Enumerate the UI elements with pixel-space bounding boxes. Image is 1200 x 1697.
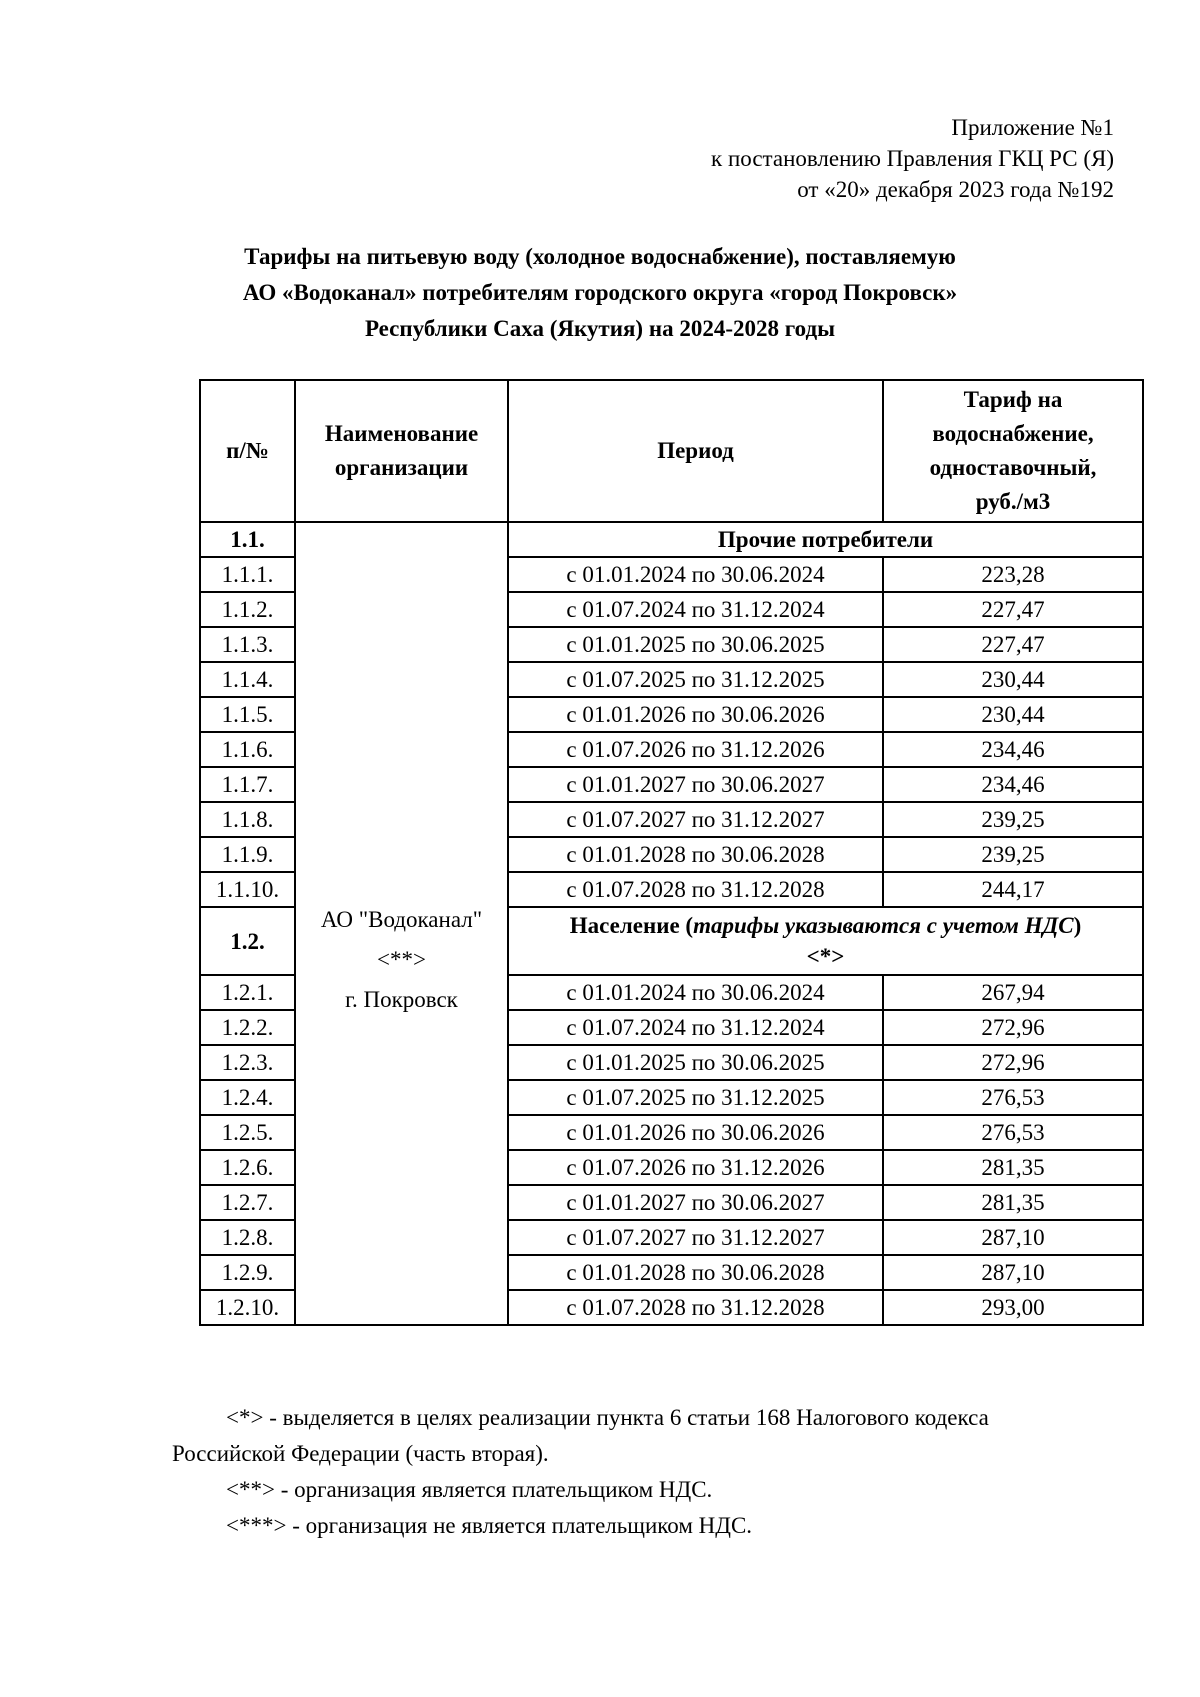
row-tariff: 272,96: [883, 1010, 1143, 1045]
row-num: 1.1.10.: [200, 872, 295, 907]
row-tariff: 293,00: [883, 1290, 1143, 1325]
footnote-1-text: <*> - выделяется в целях реализации пункта 6 статьи 168 Налогового кодекса: [226, 1405, 989, 1430]
row-num: 1.2.2.: [200, 1010, 295, 1045]
document-title: [200, 239, 1000, 347]
table-header-row: [200, 380, 1143, 522]
row-tariff: 287,10: [883, 1220, 1143, 1255]
organization-city: г. Покровск: [345, 986, 458, 1012]
row-num: 1.1.9.: [200, 837, 295, 872]
organization-mark: <**>: [377, 946, 426, 972]
row-period: с 01.07.2027 по 31.12.2027: [508, 1220, 883, 1255]
row-tariff: 281,35: [883, 1185, 1143, 1220]
section-title-suffix: ): [1073, 913, 1082, 938]
footnote-1: [172, 1400, 1132, 1472]
row-num: 1.1.8.: [200, 802, 295, 837]
appendix-number: Приложение №1: [951, 115, 1114, 140]
row-period: с 01.01.2024 по 30.06.2024: [508, 975, 883, 1010]
col-header-num: п/№: [200, 380, 295, 522]
row-period: с 01.07.2026 по 31.12.2026: [508, 732, 883, 767]
row-tariff: 230,44: [883, 697, 1143, 732]
row-num: 1.2.10.: [200, 1290, 295, 1325]
row-tariff: 276,53: [883, 1080, 1143, 1115]
row-num: 1.2.7.: [200, 1185, 295, 1220]
row-period: с 01.01.2025 по 30.06.2025: [508, 1045, 883, 1080]
row-tariff: 227,47: [883, 627, 1143, 662]
row-num: 1.2.5.: [200, 1115, 295, 1150]
section-num: 1.2.: [200, 907, 295, 975]
section-title-italic: тарифы указываются с учетом НДС: [693, 913, 1074, 938]
row-num: 1.1.4.: [200, 662, 295, 697]
row-period: с 01.07.2028 по 31.12.2028: [508, 1290, 883, 1325]
row-period: с 01.07.2024 по 31.12.2024: [508, 1010, 883, 1045]
row-period: с 01.01.2025 по 30.06.2025: [508, 627, 883, 662]
row-period: с 01.07.2025 по 31.12.2025: [508, 1080, 883, 1115]
row-tariff: 272,96: [883, 1045, 1143, 1080]
row-num: 1.2.3.: [200, 1045, 295, 1080]
tariff-table: [199, 379, 1144, 1326]
section-row: [200, 522, 1143, 557]
title-line-3: Республики Саха (Якутия) на 2024-2028 годы: [364, 316, 836, 341]
row-tariff: 223,28: [883, 557, 1143, 592]
section-title: [508, 907, 1143, 975]
row-tariff: 276,53: [883, 1115, 1143, 1150]
footnote-3: <***> - организация не является плательщиком НДС.: [226, 1513, 753, 1538]
row-period: с 01.01.2026 по 30.06.2026: [508, 1115, 883, 1150]
row-tariff: 234,46: [883, 767, 1143, 802]
table-body: [200, 522, 1143, 1325]
row-num: 1.1.3.: [200, 627, 295, 662]
row-tariff: 230,44: [883, 662, 1143, 697]
row-num: 1.2.1.: [200, 975, 295, 1010]
row-tariff: 267,94: [883, 975, 1143, 1010]
row-num: 1.2.8.: [200, 1220, 295, 1255]
row-num: 1.1.1.: [200, 557, 295, 592]
row-tariff: 239,25: [883, 802, 1143, 837]
row-period: с 01.01.2024 по 30.06.2024: [508, 557, 883, 592]
row-num: 1.1.6.: [200, 732, 295, 767]
footnotes: [172, 1400, 1132, 1544]
row-period: с 01.01.2026 по 30.06.2026: [508, 697, 883, 732]
row-period: с 01.07.2028 по 31.12.2028: [508, 872, 883, 907]
col-header-period: Период: [508, 380, 883, 522]
row-num: 1.1.5.: [200, 697, 295, 732]
col-header-org: Наименование организации: [295, 380, 508, 522]
row-num: 1.2.6.: [200, 1150, 295, 1185]
section-title-mark: <*>: [806, 944, 845, 969]
organization-name: АО "Водоканал": [320, 906, 483, 932]
row-period: с 01.01.2028 по 30.06.2028: [508, 1255, 883, 1290]
footnote-1-continuation: Российской Федерации (часть вторая).: [172, 1441, 549, 1466]
col-header-tariff: Тариф на водоснабжение, одноставочный, руб./м3: [883, 380, 1143, 522]
row-tariff: 281,35: [883, 1150, 1143, 1185]
footnote-2: <**> - организация является плательщиком НДС.: [226, 1477, 713, 1502]
row-num: 1.2.4.: [200, 1080, 295, 1115]
resolution-reference: к постановлению Правления ГКЦ РС (Я): [711, 146, 1114, 171]
row-period: с 01.07.2027 по 31.12.2027: [508, 802, 883, 837]
row-period: с 01.01.2027 по 30.06.2027: [508, 1185, 883, 1220]
row-period: с 01.01.2028 по 30.06.2028: [508, 837, 883, 872]
document-header: [711, 112, 1114, 205]
row-num: 1.2.9.: [200, 1255, 295, 1290]
title-line-1: Тарифы на питьевую воду (холодное водоснабжение), поставляемую: [244, 244, 956, 269]
row-tariff: 244,17: [883, 872, 1143, 907]
row-period: с 01.07.2026 по 31.12.2026: [508, 1150, 883, 1185]
row-tariff: 227,47: [883, 592, 1143, 627]
row-period: с 01.01.2027 по 30.06.2027: [508, 767, 883, 802]
row-period: с 01.07.2025 по 31.12.2025: [508, 662, 883, 697]
resolution-date: от «20» декабря 2023 года №192: [797, 177, 1114, 202]
section-title: Прочие потребители: [508, 522, 1143, 557]
section-num: 1.1.: [200, 522, 295, 557]
organization-cell: [295, 522, 508, 1325]
row-tariff: 239,25: [883, 837, 1143, 872]
row-tariff: 234,46: [883, 732, 1143, 767]
row-num: 1.1.2.: [200, 592, 295, 627]
row-num: 1.1.7.: [200, 767, 295, 802]
section-title-prefix: Население (: [569, 913, 694, 938]
title-line-2: АО «Водоканал» потребителям городского округа «город Покровск»: [242, 280, 958, 305]
row-period: с 01.07.2024 по 31.12.2024: [508, 592, 883, 627]
row-tariff: 287,10: [883, 1255, 1143, 1290]
